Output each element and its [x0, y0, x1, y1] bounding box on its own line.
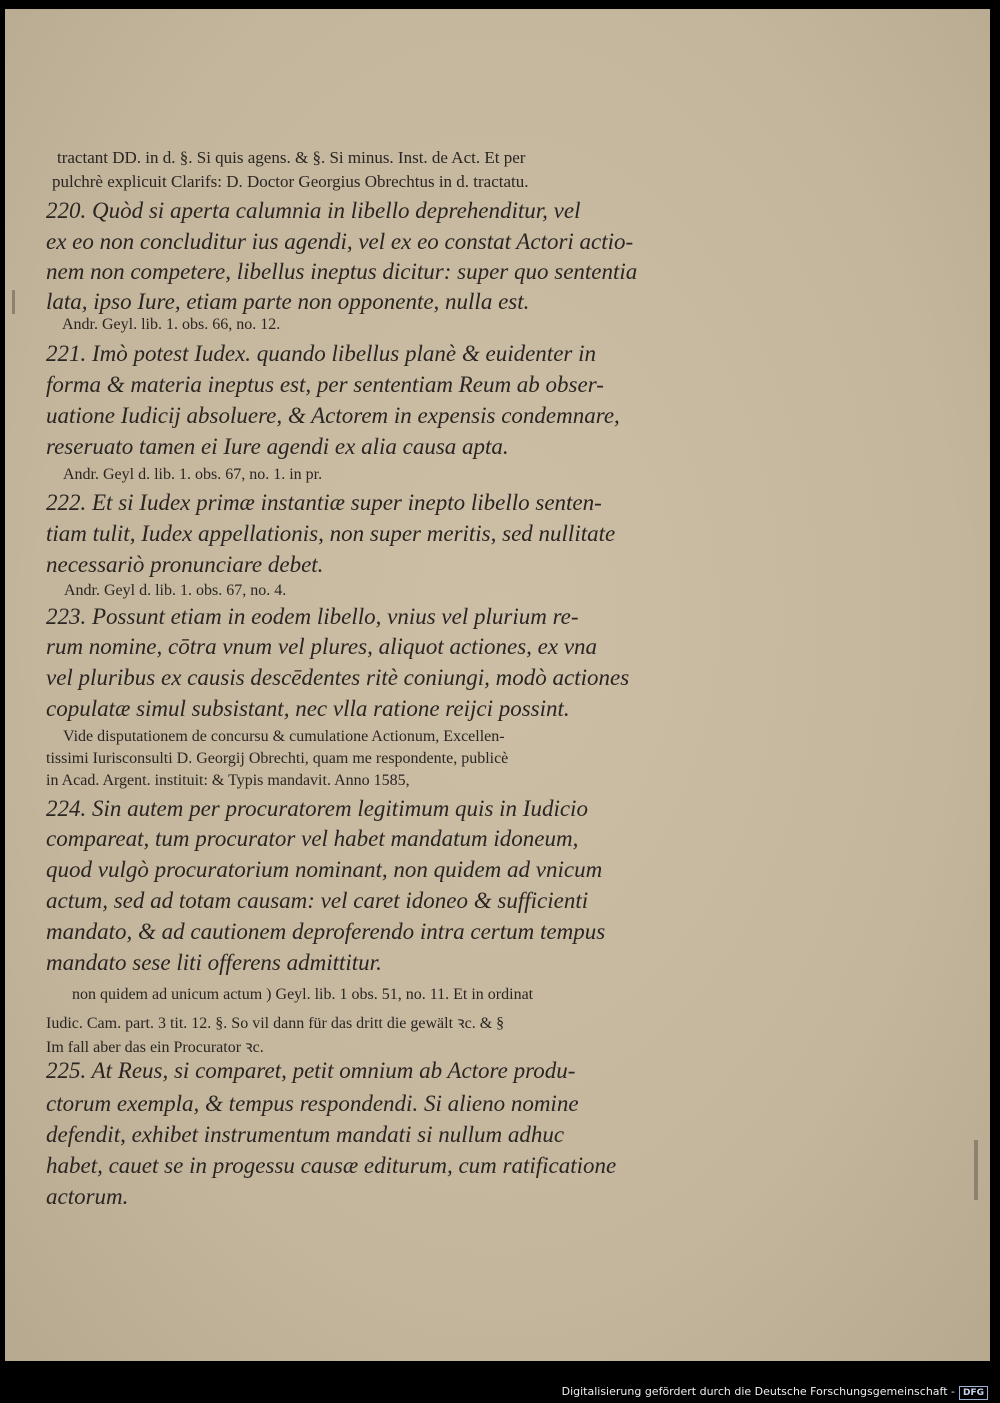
- text-line: 220. Quòd si aperta calumnia in libello deprehenditur, vel: [46, 198, 581, 223]
- text-line: lata, ipso Iure, etiam parte non opponente, nulla est.: [46, 289, 530, 314]
- citation-line: Andr. Geyl d. lib. 1. obs. 67, no. 1. in pr.: [63, 466, 323, 483]
- text-line: mandato, & ad cautionem deproferendo intra certum tempus: [46, 919, 606, 944]
- text-line: uatione Iudicij absoluere, & Actorem in expensis condemnare,: [46, 403, 620, 428]
- citation-line: Andr. Geyl d. lib. 1. obs. 67, no. 4.: [64, 582, 287, 599]
- text-line: 222. Et si Iudex primæ instantiæ super inepto libello senten-: [46, 490, 602, 515]
- funding-footer: [562, 1385, 988, 1400]
- text-line: pulchrè explicuit Clarifs: D. Doctor Georgius Obrechtus in d. tractatu.: [52, 172, 529, 191]
- text-line: ctorum exempla, & tempus respondendi. Si alieno nomine: [46, 1091, 579, 1116]
- citation-line: non quidem ad unicum actum ) Geyl. lib. 1 obs. 51, no. 11. Et in ordinat: [72, 986, 534, 1003]
- text-line: reseruato tamen ei Iure agendi ex alia causa apta.: [46, 434, 509, 459]
- text-line: ex eo non concluditur ius agendi, vel ex eo constat Actori actio-: [46, 229, 634, 254]
- text-line: 224. Sin autem per procuratorem legitimum quis in Iudicio: [46, 796, 588, 821]
- page-edge-mark: [12, 290, 15, 314]
- text-line: defendit, exhibet instrumentum mandati si nullum adhuc: [46, 1122, 565, 1147]
- citation-line: in Acad. Argent. instituit: & Typis mandavit. Anno 1585,: [46, 772, 410, 789]
- text-line: actorum.: [46, 1184, 129, 1209]
- page-edge-mark: [974, 1140, 978, 1200]
- text-line: actum, sed ad totam causam: vel caret idoneo & sufficienti: [46, 888, 589, 913]
- citation-line: Im fall aber das ein Procurator ꝛc.: [46, 1039, 264, 1056]
- text-line: 221. Imò potest Iudex. quando libellus planè & euidenter in: [46, 341, 596, 366]
- text-line: necessariò pronunciare debet.: [46, 552, 324, 577]
- text-line: mandato sese liti offerens admittitur.: [46, 950, 382, 975]
- text-line: forma & materia ineptus est, per sententiam Reum ab obser-: [46, 372, 604, 397]
- text-line: tiam tulit, Iudex appellationis, non super meritis, sed nullitate: [46, 521, 616, 546]
- text-line: tractant DD. in d. §. Si quis agens. & §. Si minus. Inst. de Act. Et per: [57, 148, 526, 167]
- text-line: habet, cauet se in progessu causæ editurum, cum ratificatione: [46, 1153, 617, 1178]
- text-line: 225. At Reus, si comparet, petit omnium ab Actore produ-: [46, 1058, 576, 1083]
- footer-text: Digitalisierung gefördert durch die Deutsche Forschungsgemeinschaft -: [561, 1385, 955, 1398]
- citation-line: Vide disputationem de concursu & cumulatione Actionum, Excellen-: [63, 728, 505, 745]
- dfg-logo-icon: DFG: [959, 1386, 988, 1400]
- text-line: quod vulgò procuratorium nominant, non quidem ad vnicum: [46, 857, 603, 882]
- citation-line: Iudic. Cam. part. 3 tit. 12. §. So vil dann für das dritt die gewält ꝛc. & §: [46, 1015, 505, 1032]
- text-line: compareat, tum procurator vel habet mandatum idoneum,: [46, 826, 579, 851]
- text-line: copulatæ simul subsistant, nec vlla ratione reijci possint.: [46, 696, 570, 721]
- text-line: nem non competere, libellus ineptus dicitur: super quo sententia: [46, 259, 638, 284]
- text-line: 223. Possunt etiam in eodem libello, vnius vel plurium re-: [46, 604, 579, 629]
- text-line: rum nomine, cōtra vnum vel plures, aliquot actiones, ex vna: [46, 634, 598, 659]
- text-line: vel pluribus ex causis descēdentes ritè coniungi, modò actiones: [46, 665, 630, 690]
- citation-line: tissimi Iurisconsulti D. Georgij Obrechti, quam me respondente, publicè: [46, 750, 509, 767]
- citation-line: Andr. Geyl. lib. 1. obs. 66, no. 12.: [62, 316, 281, 333]
